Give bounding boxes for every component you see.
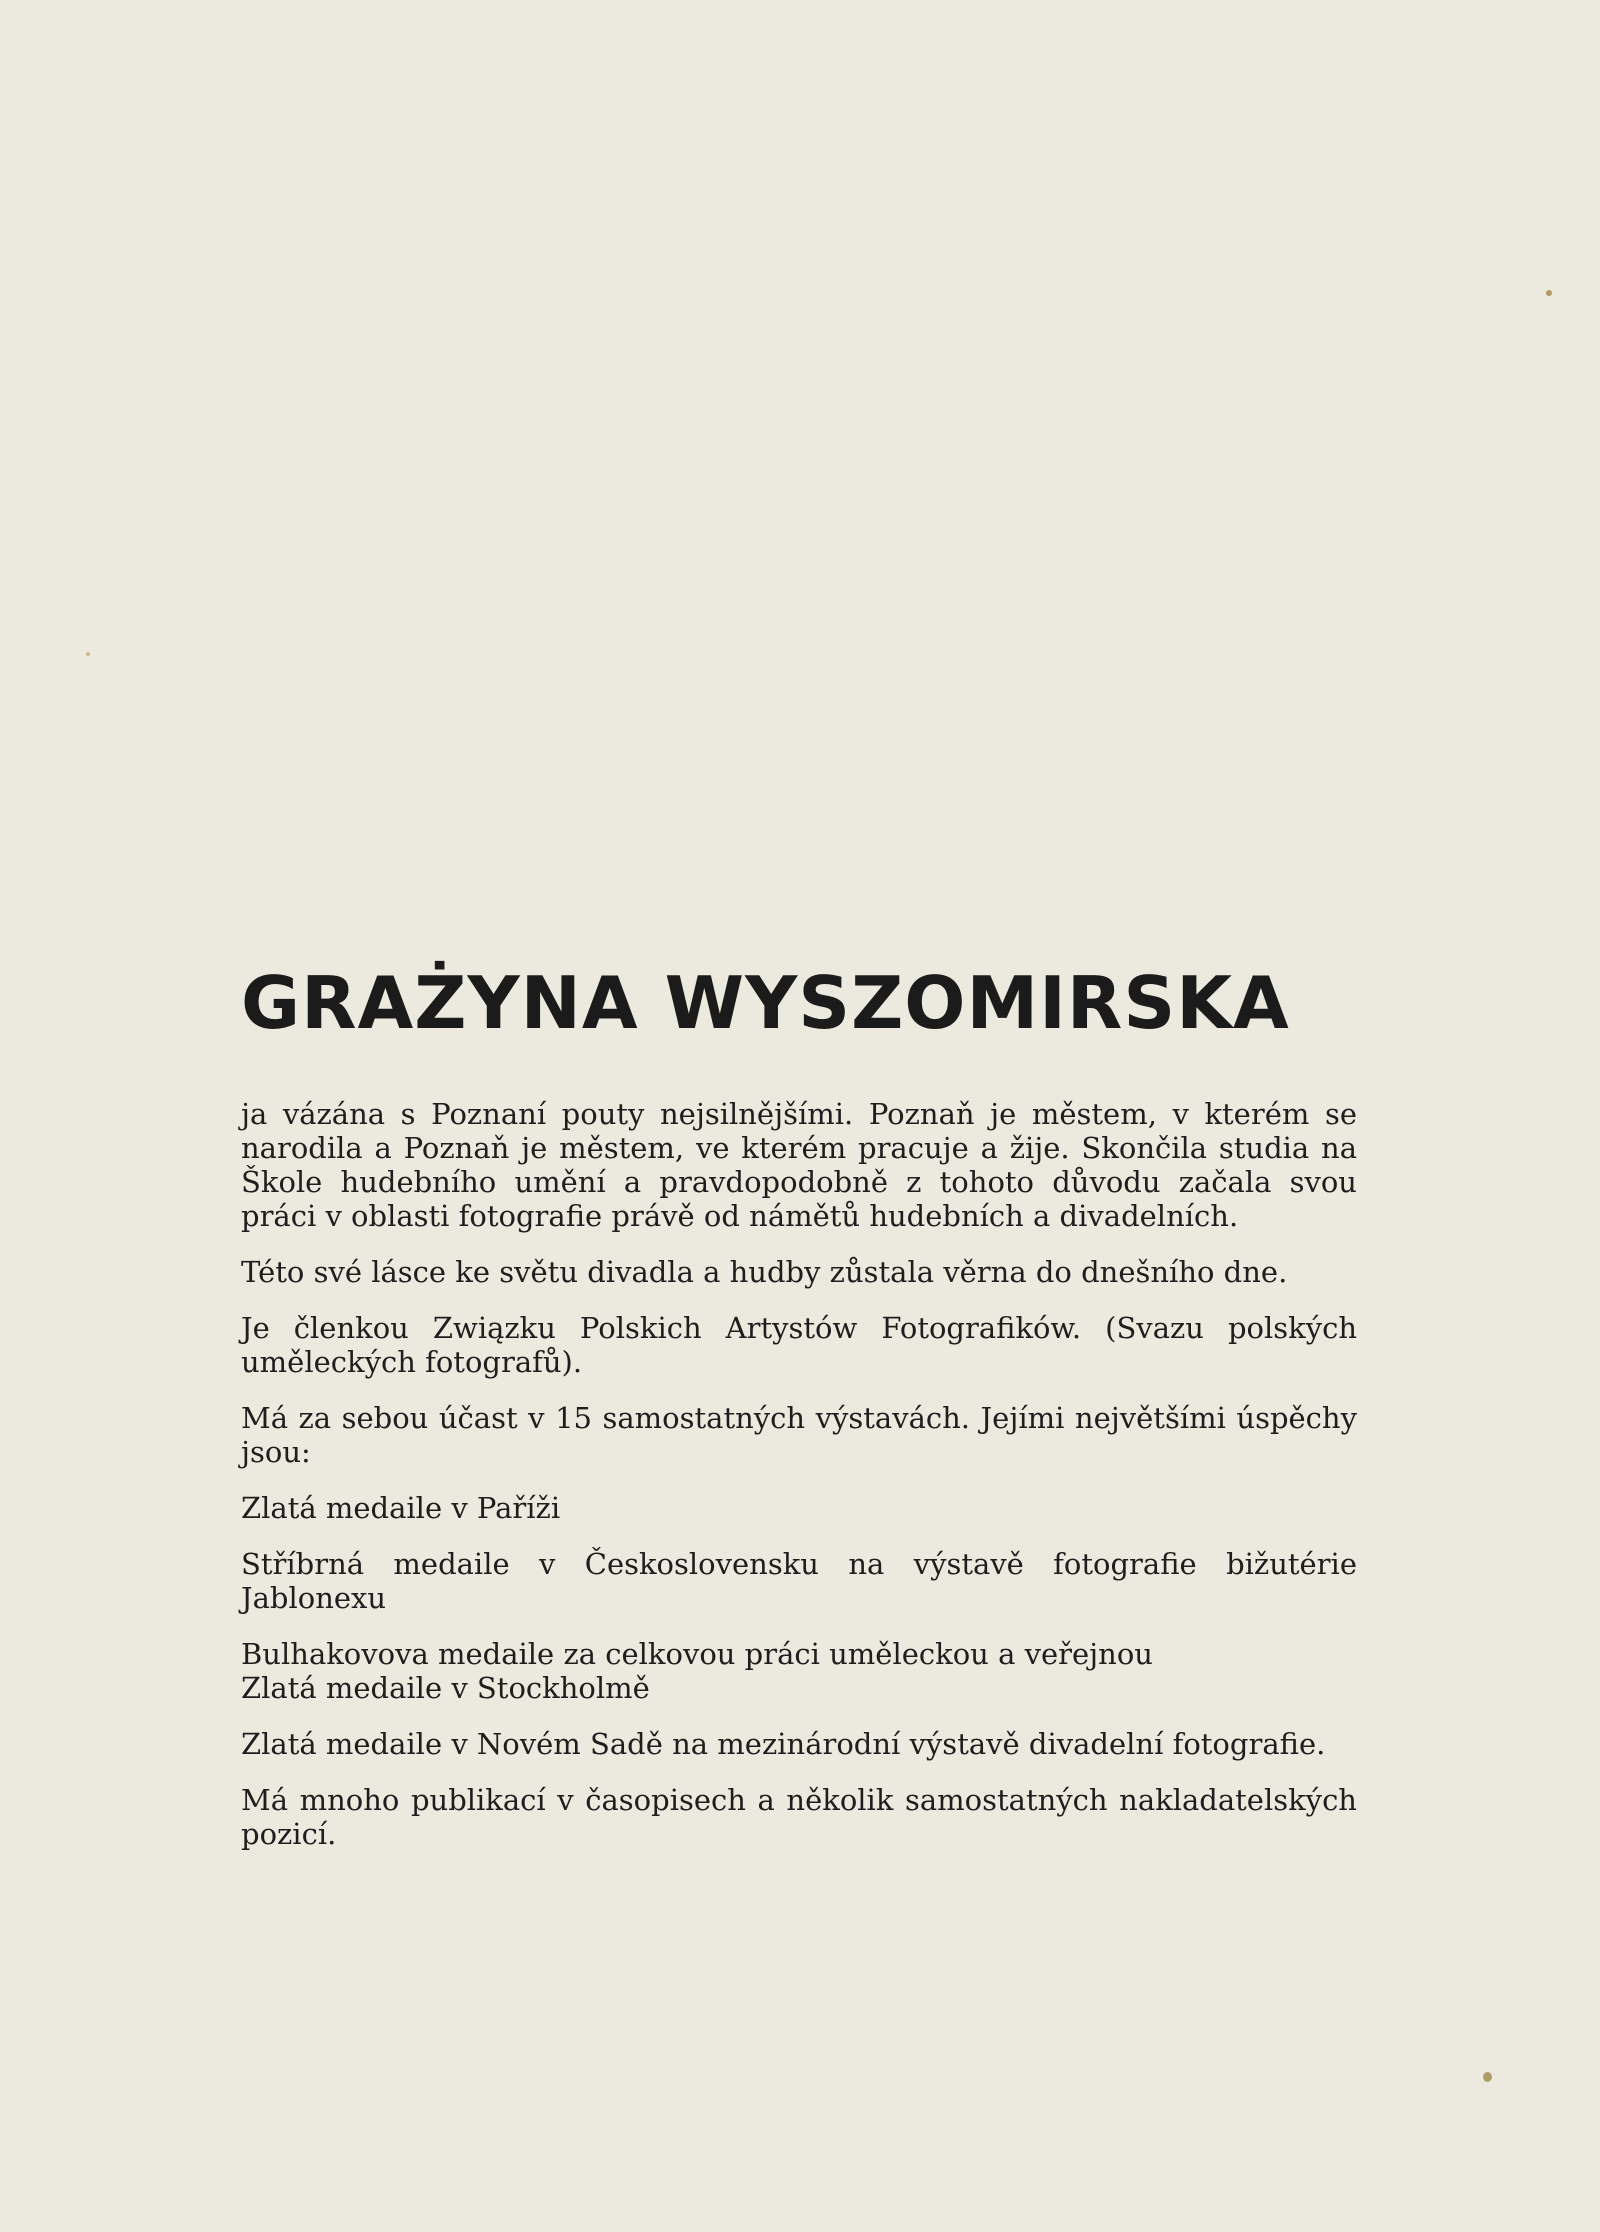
paragraph-intro [241, 1097, 1357, 1233]
award-item [241, 1491, 1357, 1525]
paragraph-publications [241, 1783, 1357, 1851]
award-item [241, 1637, 1357, 1705]
paragraph-line: Zlatá medaile v Paříži [241, 1491, 561, 1525]
paragraph-line: Zlatá medaile v Stockholmě [241, 1671, 650, 1705]
paragraph-line: Bulhakovova medaile za celkovou práci uměleckou a veřejnou [241, 1637, 1153, 1671]
paragraph-love-of-theatre [241, 1255, 1357, 1289]
paper-speck [86, 652, 90, 656]
paragraph-line: Je členkou Związku Polskich Artystów Fotografików. (Svazu polských uměleckých fotografů). [241, 1311, 1357, 1379]
award-item [241, 1727, 1357, 1761]
paragraph-line: Této své lásce ke světu divadla a hudby zůstala věrna do dnešního dne. [241, 1255, 1288, 1289]
article-body [241, 1097, 1357, 1873]
paragraph-line: Stříbrná medaile v Československu na výstavě fotografie bižutérie Jablonexu [241, 1547, 1357, 1615]
paragraph-line: Zlatá medaile v Novém Sadě na mezinárodní výstavě divadelní fotografie. [241, 1727, 1326, 1761]
paper-speck [1546, 290, 1552, 296]
award-item [241, 1547, 1357, 1615]
paragraph-line: ja vázána s Poznaní pouty nejsilnějšími. Poznaň je městem, v kterém se narodila a Poznaň je městem, ve kterém pracuje a žije. Skončila studia na Škole hudebního umění a pravdopodobně z tohoto důvodu začala svou práci v oblasti fotografie právě od námětů hudebních a divadelních. [241, 1097, 1357, 1233]
paragraph-line: Má mnoho publikací v časopisech a několik samostatných nakladatelských pozicí. [241, 1783, 1357, 1851]
page-title: GRAŻYNA WYSZOMIRSKA [241, 961, 1290, 1045]
paragraph-exhibitions [241, 1401, 1357, 1469]
paragraph-membership [241, 1311, 1357, 1379]
paper-speck [1483, 2072, 1492, 2082]
paragraph-line: Má za sebou účast v 15 samostatných výstavách. Jejími největšími úspěchy jsou: [241, 1401, 1357, 1469]
